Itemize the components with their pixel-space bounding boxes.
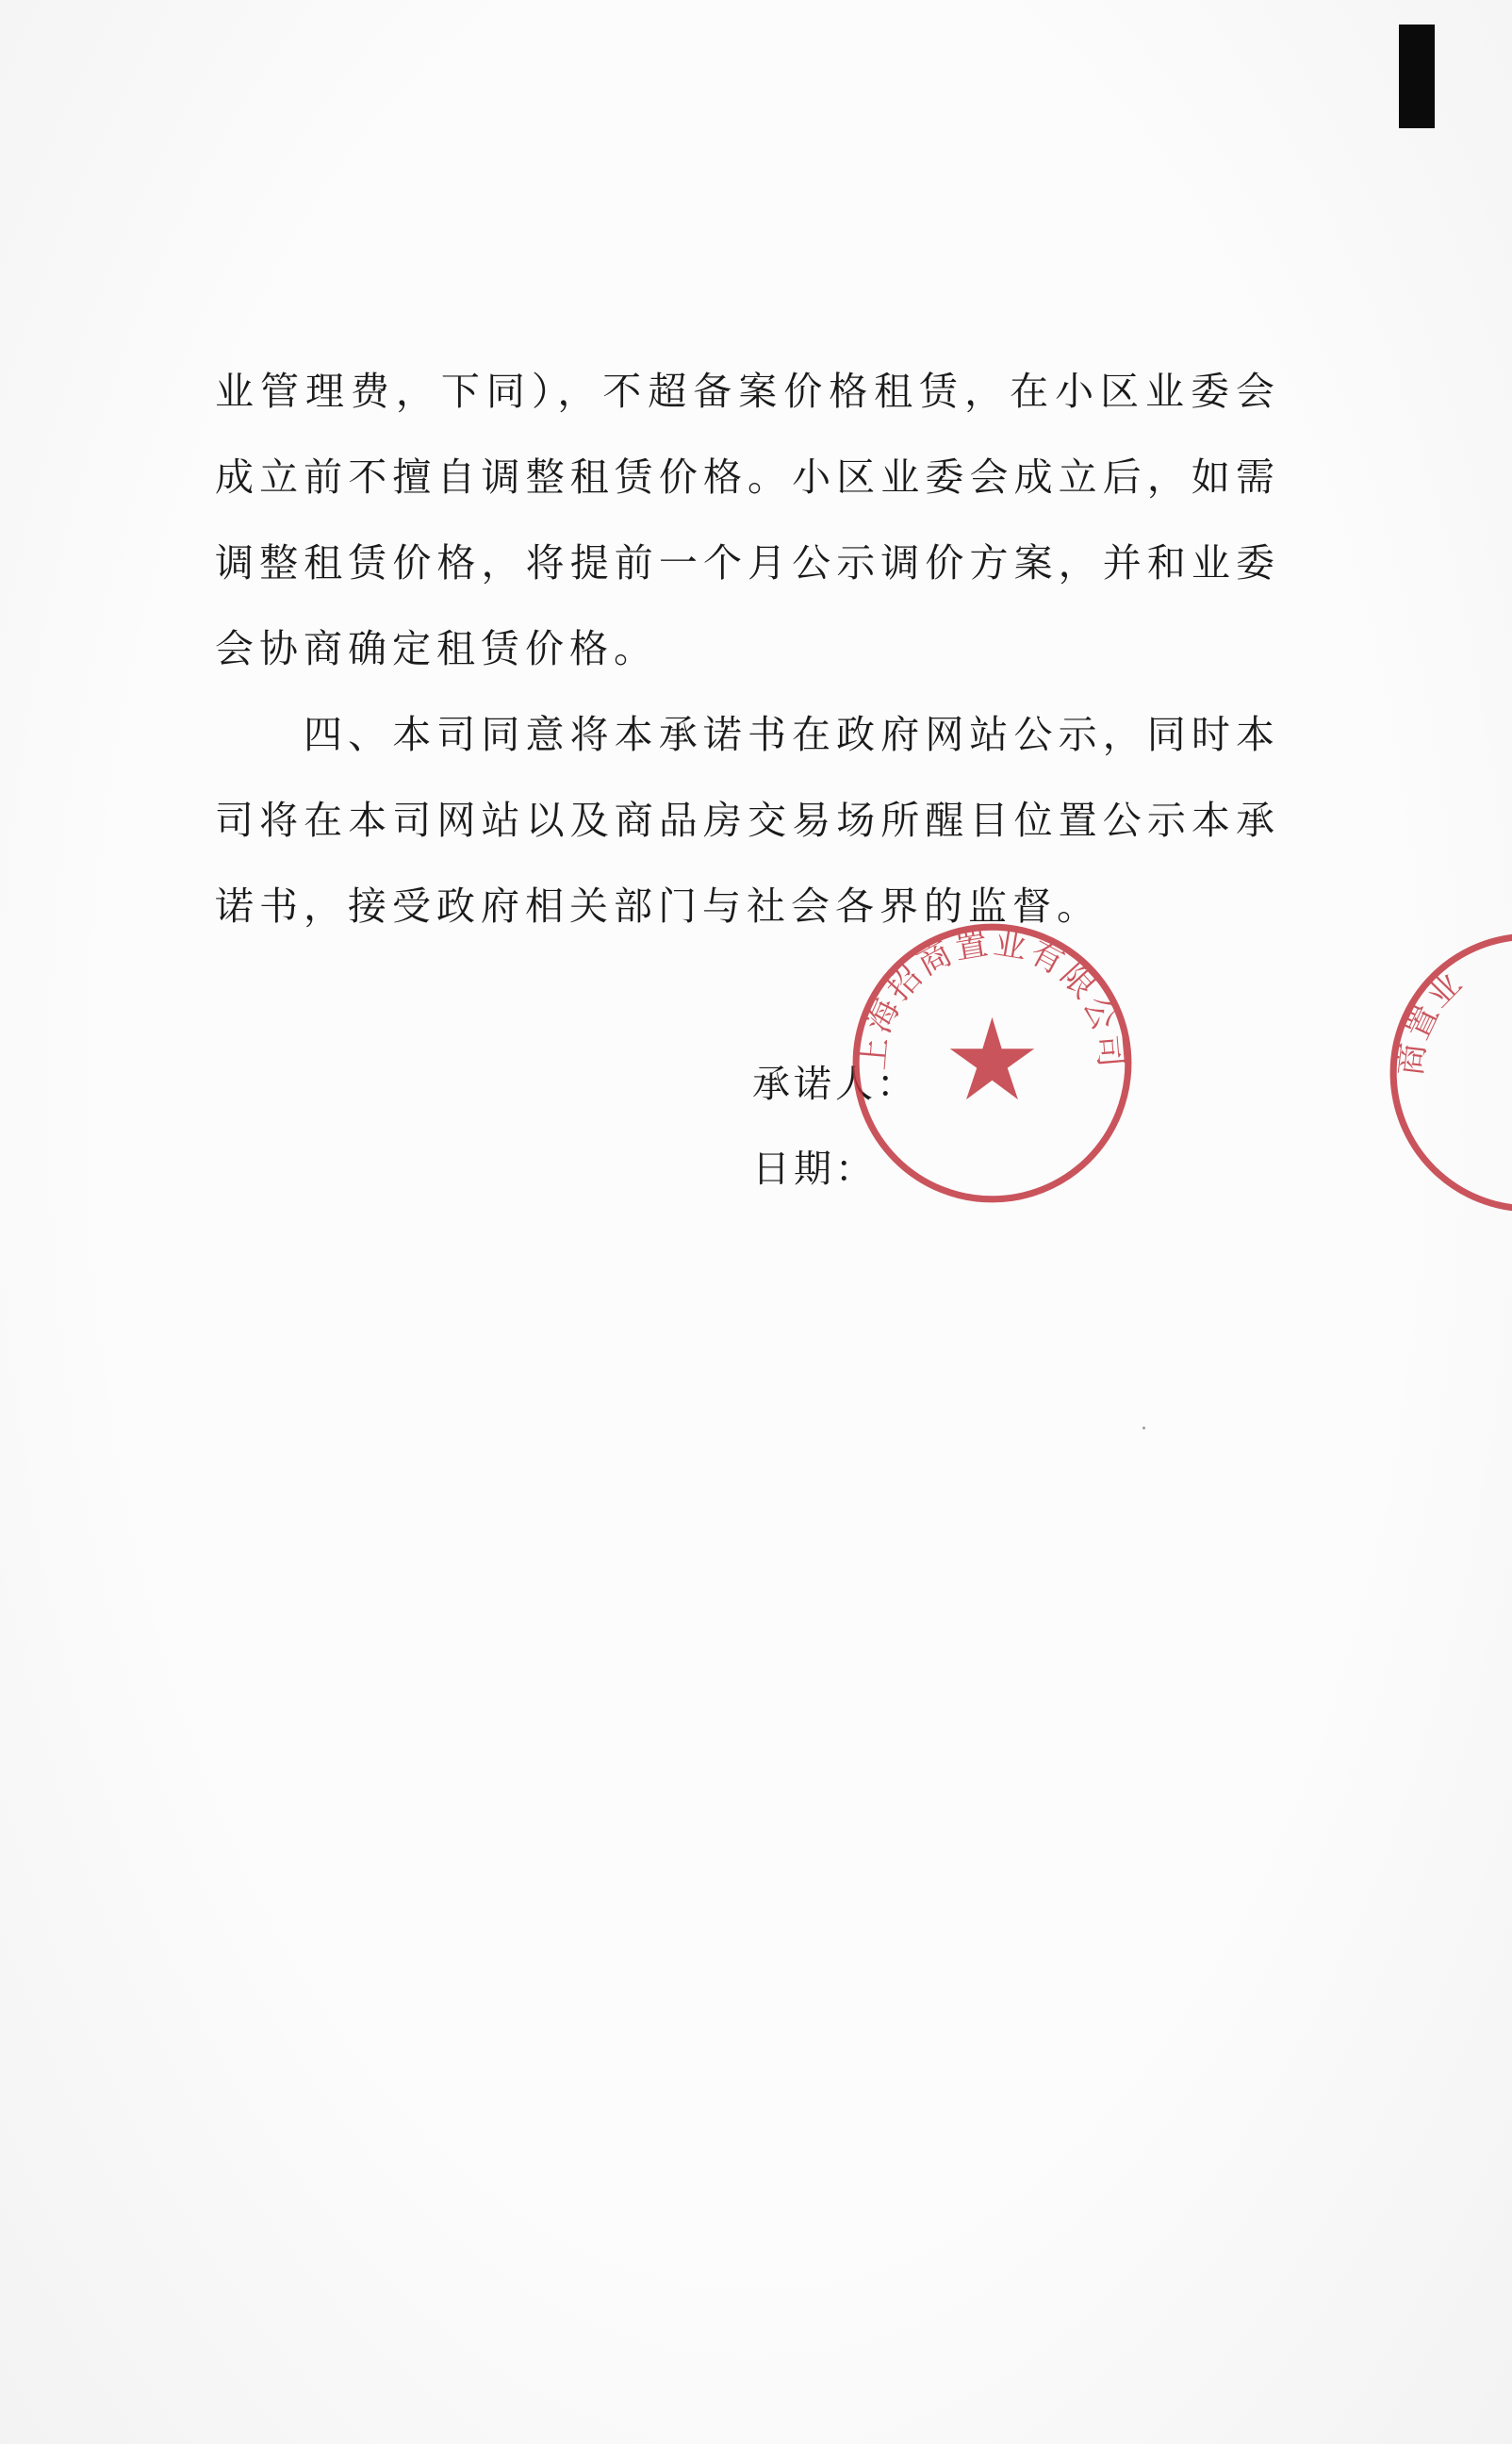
svg-text:商置业 [1391,964,1471,1079]
document-body [215,349,1280,950]
paragraph-clause-four: 四、本司同意将本承诺书在政府网站公示，同时本司将在本司网站以及商品房交易场所醒目位置公示本承诺书，接受政府相关部门与社会各界的监督。 [215,712,1280,929]
promisor-label: 承诺人： [752,1063,918,1106]
date-label: 日期： [752,1148,877,1191]
seal-star-icon [950,1017,1034,1099]
paragraph-lease-price: 业管理费，下同），不超备案价格租赁，在小区业委会成立前不擅自调整租赁价格。小区业委会成立后，如需调整租赁价格，将提前一个月公示调价方案，并和业委会协商确定租赁价格。 [215,369,1280,671]
seal-text: 上海招商置业有限公司 [854,924,1130,1072]
partial-seal [1386,929,1512,1216]
scan-registration-mark [1399,25,1435,128]
partial-seal-text: 商置业 [1391,963,1471,1079]
scan-speck [1142,1427,1145,1429]
company-seal [848,919,1136,1207]
